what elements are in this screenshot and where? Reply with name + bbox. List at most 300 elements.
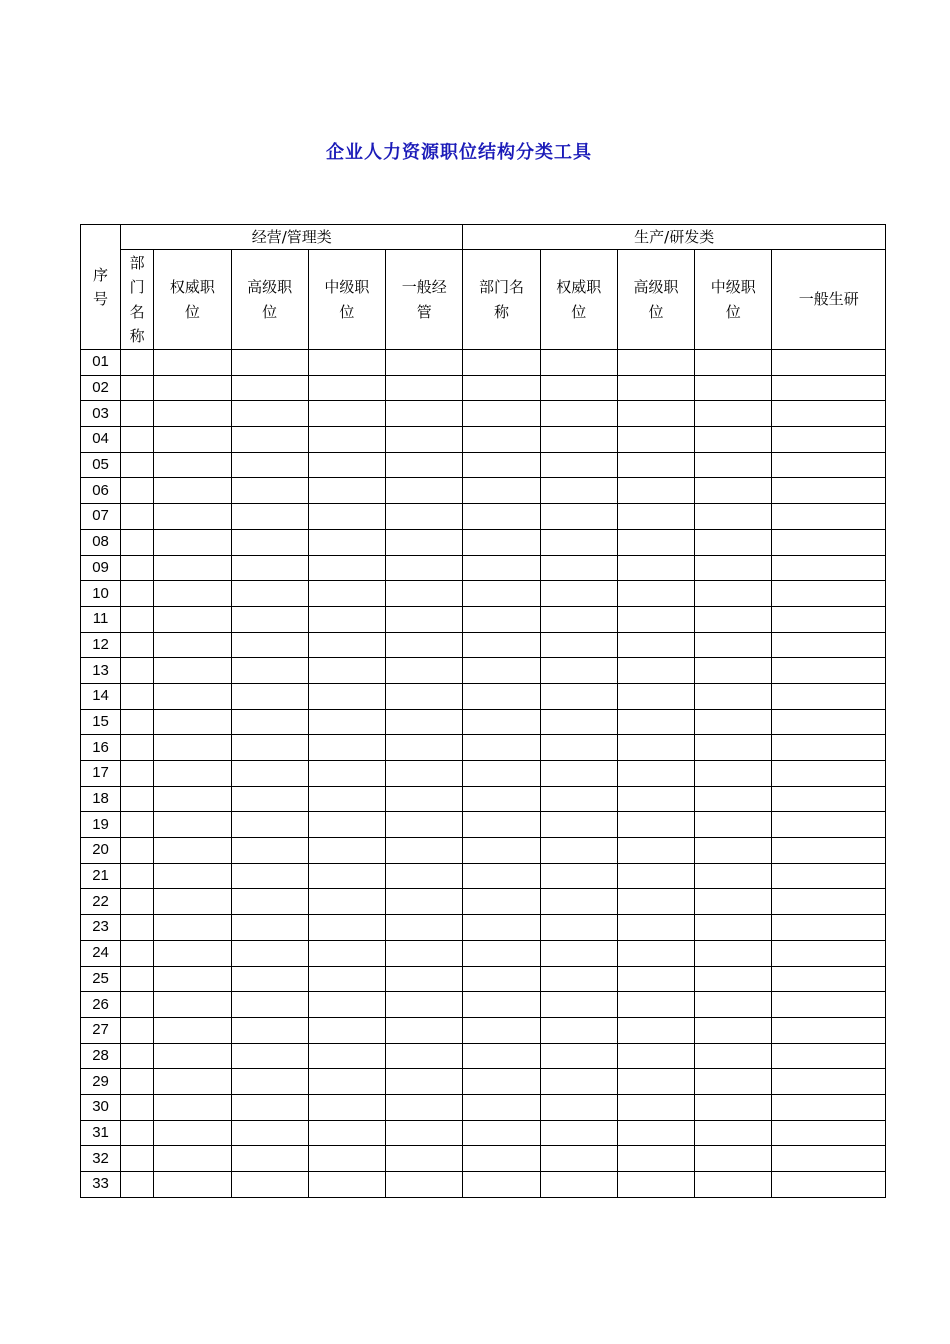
entry-cell[interactable] — [772, 966, 886, 992]
entry-cell[interactable] — [463, 1017, 540, 1043]
entry-cell[interactable] — [617, 838, 694, 864]
entry-cell[interactable] — [540, 452, 617, 478]
entry-cell[interactable] — [772, 658, 886, 684]
entry-cell[interactable] — [772, 889, 886, 915]
entry-cell[interactable] — [386, 427, 463, 453]
entry-cell[interactable] — [617, 889, 694, 915]
entry-cell[interactable] — [154, 1017, 231, 1043]
entry-cell[interactable] — [121, 1120, 154, 1146]
entry-cell[interactable] — [617, 1146, 694, 1172]
entry-cell[interactable] — [121, 478, 154, 504]
entry-cell[interactable] — [695, 863, 772, 889]
entry-cell[interactable] — [308, 683, 385, 709]
entry-cell[interactable] — [121, 863, 154, 889]
entry-cell[interactable] — [463, 555, 540, 581]
entry-cell[interactable] — [695, 375, 772, 401]
entry-cell[interactable] — [695, 504, 772, 530]
entry-cell[interactable] — [695, 1146, 772, 1172]
entry-cell[interactable] — [463, 812, 540, 838]
entry-cell[interactable] — [154, 709, 231, 735]
entry-cell[interactable] — [231, 555, 308, 581]
entry-cell[interactable] — [695, 1069, 772, 1095]
entry-cell[interactable] — [540, 1172, 617, 1198]
entry-cell[interactable] — [154, 504, 231, 530]
entry-cell[interactable] — [308, 1120, 385, 1146]
entry-cell[interactable] — [386, 683, 463, 709]
entry-cell[interactable] — [695, 581, 772, 607]
entry-cell[interactable] — [695, 632, 772, 658]
entry-cell[interactable] — [308, 761, 385, 787]
entry-cell[interactable] — [386, 1017, 463, 1043]
entry-cell[interactable] — [540, 915, 617, 941]
entry-cell[interactable] — [772, 529, 886, 555]
entry-cell[interactable] — [231, 504, 308, 530]
entry-cell[interactable] — [772, 1069, 886, 1095]
entry-cell[interactable] — [540, 350, 617, 376]
entry-cell[interactable] — [308, 658, 385, 684]
entry-cell[interactable] — [772, 683, 886, 709]
entry-cell[interactable] — [154, 350, 231, 376]
entry-cell[interactable] — [463, 1094, 540, 1120]
entry-cell[interactable] — [308, 632, 385, 658]
entry-cell[interactable] — [463, 452, 540, 478]
entry-cell[interactable] — [617, 375, 694, 401]
entry-cell[interactable] — [540, 1094, 617, 1120]
entry-cell[interactable] — [154, 838, 231, 864]
entry-cell[interactable] — [121, 812, 154, 838]
entry-cell[interactable] — [154, 1094, 231, 1120]
entry-cell[interactable] — [386, 761, 463, 787]
entry-cell[interactable] — [154, 452, 231, 478]
entry-cell[interactable] — [386, 966, 463, 992]
entry-cell[interactable] — [121, 992, 154, 1018]
entry-cell[interactable] — [463, 1069, 540, 1095]
entry-cell[interactable] — [308, 812, 385, 838]
entry-cell[interactable] — [231, 350, 308, 376]
entry-cell[interactable] — [695, 529, 772, 555]
entry-cell[interactable] — [540, 1069, 617, 1095]
entry-cell[interactable] — [695, 555, 772, 581]
entry-cell[interactable] — [695, 735, 772, 761]
entry-cell[interactable] — [154, 1172, 231, 1198]
entry-cell[interactable] — [772, 452, 886, 478]
entry-cell[interactable] — [308, 529, 385, 555]
entry-cell[interactable] — [121, 889, 154, 915]
entry-cell[interactable] — [308, 606, 385, 632]
entry-cell[interactable] — [617, 992, 694, 1018]
entry-cell[interactable] — [772, 401, 886, 427]
entry-cell[interactable] — [617, 1043, 694, 1069]
entry-cell[interactable] — [617, 555, 694, 581]
entry-cell[interactable] — [540, 863, 617, 889]
entry-cell[interactable] — [386, 529, 463, 555]
entry-cell[interactable] — [695, 1043, 772, 1069]
entry-cell[interactable] — [308, 735, 385, 761]
entry-cell[interactable] — [154, 992, 231, 1018]
entry-cell[interactable] — [617, 504, 694, 530]
entry-cell[interactable] — [154, 658, 231, 684]
entry-cell[interactable] — [308, 1017, 385, 1043]
entry-cell[interactable] — [617, 632, 694, 658]
entry-cell[interactable] — [540, 838, 617, 864]
entry-cell[interactable] — [695, 478, 772, 504]
entry-cell[interactable] — [121, 966, 154, 992]
entry-cell[interactable] — [463, 735, 540, 761]
entry-cell[interactable] — [121, 452, 154, 478]
entry-cell[interactable] — [231, 427, 308, 453]
entry-cell[interactable] — [386, 478, 463, 504]
entry-cell[interactable] — [386, 889, 463, 915]
entry-cell[interactable] — [695, 786, 772, 812]
entry-cell[interactable] — [386, 709, 463, 735]
entry-cell[interactable] — [463, 401, 540, 427]
entry-cell[interactable] — [695, 401, 772, 427]
entry-cell[interactable] — [154, 427, 231, 453]
entry-cell[interactable] — [617, 452, 694, 478]
entry-cell[interactable] — [121, 658, 154, 684]
entry-cell[interactable] — [617, 350, 694, 376]
entry-cell[interactable] — [231, 992, 308, 1018]
entry-cell[interactable] — [121, 838, 154, 864]
entry-cell[interactable] — [308, 863, 385, 889]
entry-cell[interactable] — [695, 683, 772, 709]
entry-cell[interactable] — [772, 915, 886, 941]
entry-cell[interactable] — [540, 504, 617, 530]
entry-cell[interactable] — [772, 812, 886, 838]
entry-cell[interactable] — [695, 915, 772, 941]
entry-cell[interactable] — [308, 940, 385, 966]
entry-cell[interactable] — [540, 786, 617, 812]
entry-cell[interactable] — [154, 683, 231, 709]
entry-cell[interactable] — [121, 1172, 154, 1198]
entry-cell[interactable] — [772, 863, 886, 889]
entry-cell[interactable] — [540, 427, 617, 453]
entry-cell[interactable] — [386, 632, 463, 658]
entry-cell[interactable] — [463, 1146, 540, 1172]
entry-cell[interactable] — [154, 401, 231, 427]
entry-cell[interactable] — [695, 1017, 772, 1043]
entry-cell[interactable] — [463, 915, 540, 941]
entry-cell[interactable] — [695, 761, 772, 787]
entry-cell[interactable] — [617, 1017, 694, 1043]
entry-cell[interactable] — [463, 658, 540, 684]
entry-cell[interactable] — [308, 478, 385, 504]
entry-cell[interactable] — [463, 478, 540, 504]
entry-cell[interactable] — [308, 992, 385, 1018]
entry-cell[interactable] — [231, 838, 308, 864]
entry-cell[interactable] — [154, 1146, 231, 1172]
entry-cell[interactable] — [772, 992, 886, 1018]
entry-cell[interactable] — [308, 555, 385, 581]
entry-cell[interactable] — [463, 683, 540, 709]
entry-cell[interactable] — [540, 812, 617, 838]
entry-cell[interactable] — [772, 709, 886, 735]
entry-cell[interactable] — [231, 606, 308, 632]
entry-cell[interactable] — [463, 350, 540, 376]
entry-cell[interactable] — [386, 915, 463, 941]
entry-cell[interactable] — [772, 350, 886, 376]
entry-cell[interactable] — [772, 632, 886, 658]
entry-cell[interactable] — [231, 658, 308, 684]
entry-cell[interactable] — [154, 786, 231, 812]
entry-cell[interactable] — [121, 786, 154, 812]
entry-cell[interactable] — [772, 1146, 886, 1172]
entry-cell[interactable] — [121, 529, 154, 555]
entry-cell[interactable] — [386, 350, 463, 376]
entry-cell[interactable] — [121, 709, 154, 735]
entry-cell[interactable] — [231, 761, 308, 787]
entry-cell[interactable] — [231, 1172, 308, 1198]
entry-cell[interactable] — [154, 940, 231, 966]
entry-cell[interactable] — [617, 940, 694, 966]
entry-cell[interactable] — [308, 1146, 385, 1172]
entry-cell[interactable] — [308, 1094, 385, 1120]
entry-cell[interactable] — [154, 915, 231, 941]
entry-cell[interactable] — [617, 761, 694, 787]
entry-cell[interactable] — [386, 992, 463, 1018]
entry-cell[interactable] — [231, 452, 308, 478]
entry-cell[interactable] — [540, 401, 617, 427]
entry-cell[interactable] — [772, 504, 886, 530]
entry-cell[interactable] — [617, 478, 694, 504]
entry-cell[interactable] — [463, 1120, 540, 1146]
entry-cell[interactable] — [617, 427, 694, 453]
entry-cell[interactable] — [772, 375, 886, 401]
entry-cell[interactable] — [308, 786, 385, 812]
entry-cell[interactable] — [121, 1017, 154, 1043]
entry-cell[interactable] — [308, 427, 385, 453]
entry-cell[interactable] — [308, 1172, 385, 1198]
entry-cell[interactable] — [540, 966, 617, 992]
entry-cell[interactable] — [772, 735, 886, 761]
entry-cell[interactable] — [386, 606, 463, 632]
entry-cell[interactable] — [463, 761, 540, 787]
entry-cell[interactable] — [463, 375, 540, 401]
entry-cell[interactable] — [772, 581, 886, 607]
entry-cell[interactable] — [540, 709, 617, 735]
entry-cell[interactable] — [308, 504, 385, 530]
entry-cell[interactable] — [463, 889, 540, 915]
entry-cell[interactable] — [772, 478, 886, 504]
entry-cell[interactable] — [463, 863, 540, 889]
entry-cell[interactable] — [695, 1172, 772, 1198]
entry-cell[interactable] — [231, 1069, 308, 1095]
entry-cell[interactable] — [308, 838, 385, 864]
entry-cell[interactable] — [463, 529, 540, 555]
entry-cell[interactable] — [308, 1069, 385, 1095]
entry-cell[interactable] — [772, 940, 886, 966]
entry-cell[interactable] — [617, 1094, 694, 1120]
entry-cell[interactable] — [617, 786, 694, 812]
entry-cell[interactable] — [463, 1172, 540, 1198]
entry-cell[interactable] — [154, 761, 231, 787]
entry-cell[interactable] — [231, 478, 308, 504]
entry-cell[interactable] — [772, 606, 886, 632]
entry-cell[interactable] — [121, 581, 154, 607]
entry-cell[interactable] — [540, 1146, 617, 1172]
entry-cell[interactable] — [540, 992, 617, 1018]
entry-cell[interactable] — [386, 940, 463, 966]
entry-cell[interactable] — [617, 735, 694, 761]
entry-cell[interactable] — [540, 1017, 617, 1043]
entry-cell[interactable] — [308, 401, 385, 427]
entry-cell[interactable] — [695, 709, 772, 735]
entry-cell[interactable] — [463, 940, 540, 966]
entry-cell[interactable] — [231, 863, 308, 889]
entry-cell[interactable] — [386, 863, 463, 889]
entry-cell[interactable] — [695, 812, 772, 838]
entry-cell[interactable] — [386, 1172, 463, 1198]
entry-cell[interactable] — [154, 889, 231, 915]
entry-cell[interactable] — [695, 889, 772, 915]
entry-cell[interactable] — [386, 555, 463, 581]
entry-cell[interactable] — [308, 966, 385, 992]
entry-cell[interactable] — [386, 838, 463, 864]
entry-cell[interactable] — [231, 1043, 308, 1069]
entry-cell[interactable] — [231, 683, 308, 709]
entry-cell[interactable] — [121, 504, 154, 530]
entry-cell[interactable] — [231, 966, 308, 992]
entry-cell[interactable] — [617, 1172, 694, 1198]
entry-cell[interactable] — [121, 940, 154, 966]
entry-cell[interactable] — [121, 555, 154, 581]
entry-cell[interactable] — [695, 1094, 772, 1120]
entry-cell[interactable] — [695, 452, 772, 478]
entry-cell[interactable] — [121, 427, 154, 453]
entry-cell[interactable] — [540, 940, 617, 966]
entry-cell[interactable] — [386, 658, 463, 684]
entry-cell[interactable] — [154, 1069, 231, 1095]
entry-cell[interactable] — [386, 1043, 463, 1069]
entry-cell[interactable] — [617, 966, 694, 992]
entry-cell[interactable] — [386, 581, 463, 607]
entry-cell[interactable] — [772, 761, 886, 787]
entry-cell[interactable] — [231, 1120, 308, 1146]
entry-cell[interactable] — [121, 1094, 154, 1120]
entry-cell[interactable] — [540, 555, 617, 581]
entry-cell[interactable] — [617, 606, 694, 632]
entry-cell[interactable] — [386, 401, 463, 427]
entry-cell[interactable] — [308, 1043, 385, 1069]
entry-cell[interactable] — [463, 838, 540, 864]
entry-cell[interactable] — [386, 786, 463, 812]
entry-cell[interactable] — [772, 1017, 886, 1043]
entry-cell[interactable] — [121, 350, 154, 376]
entry-cell[interactable] — [695, 606, 772, 632]
entry-cell[interactable] — [695, 350, 772, 376]
entry-cell[interactable] — [121, 1069, 154, 1095]
entry-cell[interactable] — [772, 555, 886, 581]
entry-cell[interactable] — [540, 889, 617, 915]
entry-cell[interactable] — [154, 478, 231, 504]
entry-cell[interactable] — [540, 375, 617, 401]
entry-cell[interactable] — [540, 529, 617, 555]
entry-cell[interactable] — [154, 1043, 231, 1069]
entry-cell[interactable] — [154, 529, 231, 555]
entry-cell[interactable] — [121, 735, 154, 761]
entry-cell[interactable] — [386, 1094, 463, 1120]
entry-cell[interactable] — [695, 1120, 772, 1146]
entry-cell[interactable] — [772, 427, 886, 453]
entry-cell[interactable] — [540, 658, 617, 684]
entry-cell[interactable] — [154, 606, 231, 632]
entry-cell[interactable] — [308, 581, 385, 607]
entry-cell[interactable] — [231, 632, 308, 658]
entry-cell[interactable] — [308, 709, 385, 735]
entry-cell[interactable] — [463, 427, 540, 453]
entry-cell[interactable] — [540, 735, 617, 761]
entry-cell[interactable] — [617, 683, 694, 709]
entry-cell[interactable] — [617, 1120, 694, 1146]
entry-cell[interactable] — [463, 709, 540, 735]
entry-cell[interactable] — [308, 452, 385, 478]
entry-cell[interactable] — [617, 581, 694, 607]
entry-cell[interactable] — [617, 863, 694, 889]
entry-cell[interactable] — [121, 375, 154, 401]
entry-cell[interactable] — [154, 375, 231, 401]
entry-cell[interactable] — [386, 1146, 463, 1172]
entry-cell[interactable] — [231, 581, 308, 607]
entry-cell[interactable] — [772, 1120, 886, 1146]
entry-cell[interactable] — [308, 375, 385, 401]
entry-cell[interactable] — [308, 350, 385, 376]
entry-cell[interactable] — [154, 581, 231, 607]
entry-cell[interactable] — [386, 1069, 463, 1095]
entry-cell[interactable] — [386, 812, 463, 838]
entry-cell[interactable] — [231, 915, 308, 941]
entry-cell[interactable] — [695, 992, 772, 1018]
entry-cell[interactable] — [231, 375, 308, 401]
entry-cell[interactable] — [231, 529, 308, 555]
entry-cell[interactable] — [540, 478, 617, 504]
entry-cell[interactable] — [540, 1043, 617, 1069]
entry-cell[interactable] — [772, 1094, 886, 1120]
entry-cell[interactable] — [154, 966, 231, 992]
entry-cell[interactable] — [386, 375, 463, 401]
entry-cell[interactable] — [463, 966, 540, 992]
entry-cell[interactable] — [121, 606, 154, 632]
entry-cell[interactable] — [772, 786, 886, 812]
entry-cell[interactable] — [154, 632, 231, 658]
entry-cell[interactable] — [617, 658, 694, 684]
entry-cell[interactable] — [695, 940, 772, 966]
entry-cell[interactable] — [308, 915, 385, 941]
entry-cell[interactable] — [540, 683, 617, 709]
entry-cell[interactable] — [463, 632, 540, 658]
entry-cell[interactable] — [231, 889, 308, 915]
entry-cell[interactable] — [231, 812, 308, 838]
entry-cell[interactable] — [695, 838, 772, 864]
entry-cell[interactable] — [154, 735, 231, 761]
entry-cell[interactable] — [121, 401, 154, 427]
entry-cell[interactable] — [463, 504, 540, 530]
entry-cell[interactable] — [154, 812, 231, 838]
entry-cell[interactable] — [695, 658, 772, 684]
entry-cell[interactable] — [231, 1094, 308, 1120]
entry-cell[interactable] — [772, 838, 886, 864]
entry-cell[interactable] — [617, 1069, 694, 1095]
entry-cell[interactable] — [540, 761, 617, 787]
entry-cell[interactable] — [540, 581, 617, 607]
entry-cell[interactable] — [772, 1172, 886, 1198]
entry-cell[interactable] — [386, 504, 463, 530]
entry-cell[interactable] — [695, 966, 772, 992]
entry-cell[interactable] — [463, 1043, 540, 1069]
entry-cell[interactable] — [617, 529, 694, 555]
entry-cell[interactable] — [540, 632, 617, 658]
entry-cell[interactable] — [121, 683, 154, 709]
entry-cell[interactable] — [772, 1043, 886, 1069]
